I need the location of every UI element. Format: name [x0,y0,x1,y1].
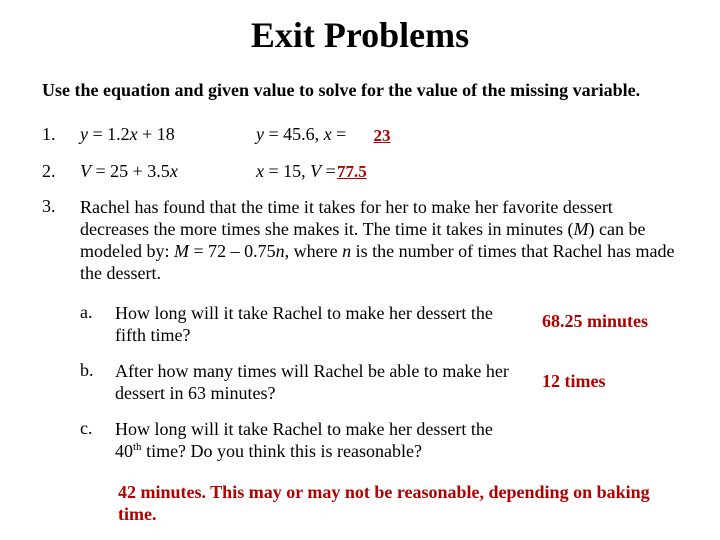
problem-2-number: 2. [42,161,56,181]
subquestion-b-text: After how many times will Rachel be able to make her dessert in 63 minutes? [115,361,509,403]
problem-2-equation: V = 25 + 3.5x [80,161,178,181]
subquestion-b-answer: 12 times [542,371,606,391]
problem-1-answer: 23 [373,126,391,145]
problem-2-given: x = 15, V = [256,161,336,181]
problem-3-number: 3. [42,196,56,216]
subquestion-c-letter: c. [80,418,93,438]
subquestion-a-answer: 68.25 minutes [542,311,649,331]
problem-2-answer: 77.5 [337,162,367,181]
instructions: Use the equation and given value to solve for the value of the missing variable. [42,80,641,100]
subquestion-c-text: How long will it take Rachel to make her dessert the 40th time? Do you think this is reasonable? [115,419,493,461]
page-title: Exit Problems [250,15,470,55]
problem-3c-answer: 42 minutes. This may or may not be reasonable, depending on baking time. [118,482,650,524]
subquestion-b-letter: b. [80,360,94,380]
problem-1-equation: y = 1.2x + 18 [80,124,175,144]
problem-3-text: Rachel has found that the time it takes for her to make her favorite dessert decreases the more times she makes it. The time it takes in minutes (M) can be modeled by: M = 72 – 0.75n, where n is the number of times that Rachel has made the dessert. [80,197,675,283]
subquestion-a-letter: a. [80,302,93,322]
problem-1-given: y = 45.6, x = [256,124,347,144]
problem-1-number: 1. [42,124,56,144]
subquestion-a-text: How long will it take Rachel to make her dessert the fifth time? [115,303,493,345]
